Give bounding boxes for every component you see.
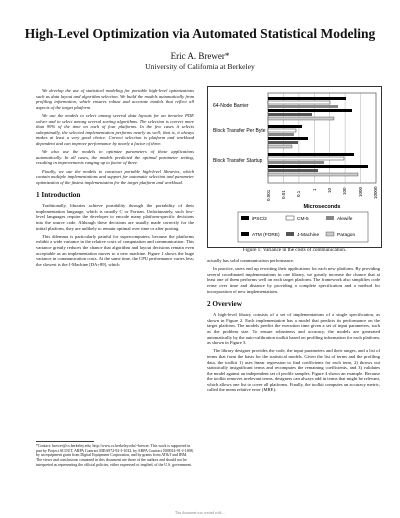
- body-paragraph: Traditionally, libraries achieve portability through the portability of their implementation language, which is usually C or Fortran. Unfortunately, such low-level languages require the developer to encode many platform-specific decisions into the source code. Although these decisions are usually made correctly for the initial platform, they are unlikely to remain optimal over time or after porting.: [36, 203, 194, 231]
- bar: [268, 117, 334, 120]
- bar: [268, 157, 344, 160]
- abstract-paragraph: Finally, we use the models to construct portable high-level libraries, which contain multiple implementations and support for automatic selection and parameter optimization of the fastest implementation for the target platform and workload.: [36, 168, 194, 185]
- bar: [268, 145, 292, 148]
- figure-caption: Figure 1: Variance in the costs of communication.: [242, 247, 347, 253]
- x-tick-label: 100: [342, 187, 347, 195]
- legend-label: iPSC/2: [252, 217, 267, 222]
- x-axis-label: Microseconds: [303, 204, 341, 210]
- x-tick-label: 1: [312, 188, 317, 191]
- bar: [268, 113, 312, 116]
- abstract-paragraph: We also use the models to optimize parameters of these applications automatically. In all cases, the models predicted the optimal parameter setting, resulting in improvements ranging up to factor of three.: [36, 149, 194, 166]
- section-heading-overview: 2 Overview: [207, 300, 242, 309]
- body-paragraph: A high-level library consists of a set of implementations of a single specification, as shown in Figure 2. Each implementation has a model that predicts its performance on the target platform. The models predict the execution time given a set of input parameters, such as the problem size. To ensure robustness and accuracy, the models are generated automatically by the auto-calibration toolkit based on profiling information for each platform, as shown in Figure 3.: [207, 312, 380, 346]
- footnote: *Contact: brewer@cs.berkeley.edu; http://www.cs.berkeley.edu/~brewer. This work is supported in part by Project SCOUT, ARPA Contract MDA972-92-J-1032, by ARPA Contract N00014-91-J-1698, by an equipment grant from Digital Equipment Corporation, and by grants from AT&T and IBM. The views and conclusions contained in this document are those of the authors and should not be interpreted as representing the official policies, either expressed or implied, of the U.S. government.: [36, 444, 194, 467]
- left-column: [36, 88, 194, 270]
- bar: [268, 165, 368, 168]
- figure-1-chart: [208, 87, 381, 247]
- legend-label: Alewife: [337, 217, 353, 222]
- group-label: Block Transfer Startup: [213, 158, 263, 164]
- bar: [268, 105, 338, 108]
- bar: [268, 101, 330, 104]
- bar: [268, 133, 294, 136]
- x-tick-label: 0.01: [281, 190, 286, 199]
- bar: [268, 129, 296, 132]
- bar: [268, 153, 354, 156]
- bar: [268, 161, 324, 164]
- legend-label: Paragon: [337, 233, 356, 238]
- x-tick-label: 0.001: [266, 189, 271, 201]
- x-tick-label: 10: [327, 187, 332, 193]
- bar: [268, 137, 308, 140]
- group-label: Block Transfer Per Byte: [213, 128, 266, 134]
- x-tick-label: 0.1: [296, 190, 301, 197]
- bar: [268, 169, 318, 172]
- legend-label: ATM (FORE): [252, 233, 280, 238]
- right-column: [207, 258, 380, 396]
- abstract-paragraph: We develop the use of statistical modeling for portable high-level optimizations such as data layout and algorithm selection. We build the models automatically from profiling information, which ensures robust and accurate models that reflect all aspects of the target platform.: [36, 88, 194, 110]
- group-label: 64-Node Barrier: [213, 103, 249, 109]
- paper-affiliation: University of California at Berkeley: [145, 62, 255, 71]
- abstract: [36, 88, 194, 185]
- legend-label: J-Machine: [297, 233, 320, 238]
- footnote-rule: [36, 441, 94, 442]
- body-paragraph: actually has solid communication performance.: [207, 258, 295, 263]
- x-tick-label: 10000: [373, 186, 378, 199]
- x-tick-label: 1000: [358, 186, 363, 197]
- page-footer: This document was created with ...: [174, 511, 226, 515]
- bar: [268, 125, 302, 128]
- abstract-paragraph: We use the models to select among several data layouts for an iterative PDE solver and to select among several sorting algorithms. The selection is correct more than 99% of the time on each of four platforms. In the few cases it selects suboptimally, the selected implementation performs nearly as well; that is, it always makes at least a very good choice. Correct selection is platform and workload dependent and can improve performance by nearly a factor of three.: [36, 112, 194, 146]
- legend-label: CM-5: [297, 217, 309, 222]
- legend: [238, 212, 368, 242]
- section-heading-introduction: 1 Introduction: [36, 191, 81, 200]
- body-paragraph: The library designer provides the code, the input parameters and their ranges, and a list of terms that form the basis for the statistical models. Given the list of terms and the profiling data, the toolkit 1) uses linear regression to find coefficients for each term, 2) throws out statistically insignificant terms and recomputes the remaining coefficients, and 3) validates the model against an independent set of profile samples. Figure 4 shows an example. Because the toolkit removes irrelevant terms, designers can always add in terms that might be relevant, which allows one list to cover all platforms. Finally, the toolkit computes an accuracy metric, called the mean relative error (MRE):: [207, 348, 380, 393]
- paper-author: Eric A. Brewer*: [170, 51, 230, 61]
- figure-1: [207, 86, 382, 248]
- bar: [268, 109, 352, 112]
- x-ticks: [266, 186, 378, 201]
- paper-title: High-Level Optimization via Automated Statistical Modeling: [24, 26, 376, 41]
- bar: [268, 141, 298, 144]
- body-paragraph: In practice, users end up rewriting their applications for each new platform. By providing several coordinated implementations in one library, we greatly increase the chance that at least one of them performs well on each target platform. The framework also simplifies code reuse over time and distance by providing a complete specification and a method for incorporation of new implementations.: [207, 266, 380, 294]
- body-paragraph: This dilemma is particularly painful for supercomputers, because the platforms exhibit a wide variance in the relative costs of computation and communication. This variance greatly reduces the chance that algorithm and layout decisions remain even acceptable as an implementation moves to a new machine. Figure 1 shows the huge variance in communication costs. At the same time, the CPU performance varies less; the slowest is the J-Machine [DA+89], which: [36, 233, 194, 267]
- bar: [268, 97, 346, 100]
- bar: [268, 173, 358, 176]
